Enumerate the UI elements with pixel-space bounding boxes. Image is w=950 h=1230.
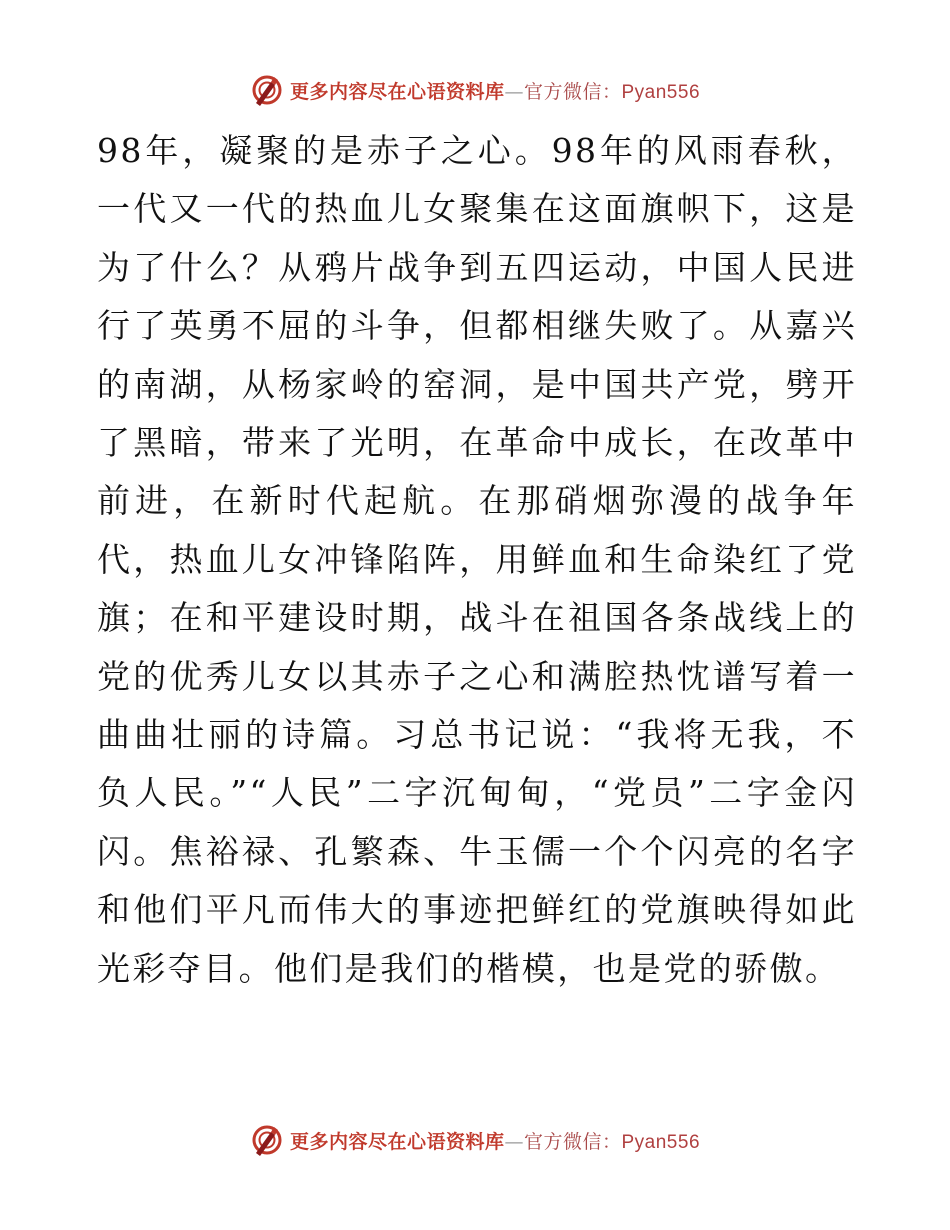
header-banner xyxy=(0,70,950,110)
header-banner-text xyxy=(290,77,700,104)
footer-wechat-label: 官方微信： xyxy=(523,1130,622,1153)
footer-dash: — xyxy=(504,1130,524,1153)
header-wechat-label: 官方微信： xyxy=(523,80,622,103)
header-brand: 更多内容尽在心语资料库 xyxy=(289,80,505,103)
footer-banner xyxy=(0,1120,950,1160)
header-dash: — xyxy=(504,80,524,103)
footer-account: Pyan556 xyxy=(621,1131,701,1153)
footer-banner-content xyxy=(250,1123,700,1157)
pen-circle-logo-icon xyxy=(250,73,284,107)
footer-brand: 更多内容尽在心语资料库 xyxy=(289,1130,505,1153)
header-account: Pyan556 xyxy=(621,81,701,103)
body-paragraph: 98年，凝聚的是赤子之心。98年的风雨春秋，一代又一代的热血儿女聚集在这面旗帜下，这是为了什么？从鸦片战争到五四运动，中国人民进行了英勇不屈的斗争，但都相继失败了。从嘉兴的南湖，从杨家岭的窑洞，是中国共产党，劈开了黑暗，带来了光明，在革命中成长，在改革中前进，在新时代起航。在那硝烟弥漫的战争年代，热血儿女冲锋陷阵，用鲜血和生命染红了党旗；在和平建设时期，战斗在祖国各条战线上的党的优秀儿女以其赤子之心和满腔热忱谱写着一曲曲壮丽的诗篇。习总书记说：“我将无我，不负人民。”“人民”二字沉甸甸，“党员”二字金闪闪。焦裕禄、孔繁森、牛玉儒一个个闪亮的名字和他们平凡而伟大的事迹把鲜红的党旗映得如此光彩夺目。他们是我们的楷模，也是党的骄傲。 xyxy=(97,131,857,988)
pen-circle-logo-icon xyxy=(250,1123,284,1157)
footer-banner-text xyxy=(290,1127,700,1154)
header-banner-content xyxy=(250,73,700,107)
